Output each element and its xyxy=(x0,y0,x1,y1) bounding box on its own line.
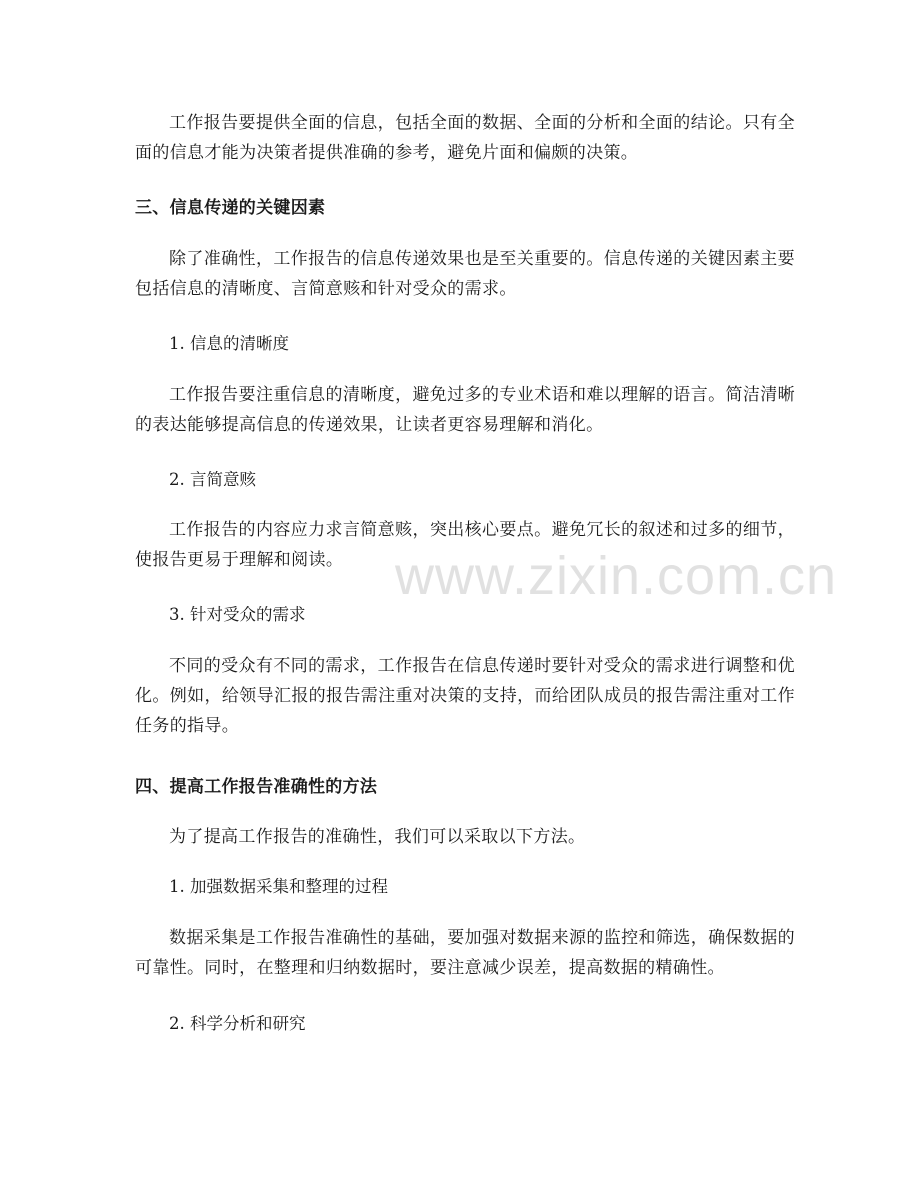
paragraph-data-collection: 数据采集是工作报告准确性的基础，要加强对数据来源的监控和筛选，确保数据的可靠性。同时，在整理和归纳数据时，要注意减少误差，提高数据的精确性。 xyxy=(135,928,795,978)
watermark: www.zixin.com.cn xyxy=(395,546,838,606)
paragraph-comprehensive-info: 工作报告要提供全面的信息，包括全面的数据、全面的分析和全面的结论。只有全面的信息才能为决策者提供准确的参考，避免片面和偏颇的决策。 xyxy=(135,113,795,163)
paragraph-clarity: 工作报告要注重信息的清晰度，避免过多的专业术语和难以理解的语言。简洁清晰的表达能够提高信息的传递效果，让读者更容易理解和消化。 xyxy=(135,385,795,435)
subheading-data-collection: 1. 加强数据采集和整理的过程 xyxy=(169,877,388,896)
subheading-concise: 2. 言简意赅 xyxy=(169,470,256,489)
section-heading-3: 三、信息传递的关键因素 xyxy=(135,198,326,218)
paragraph-audience: 不同的受众有不同的需求，工作报告在信息传递时要针对受众的需求进行调整和优化。例如，给领导汇报的报告需注重对决策的支持，而给团队成员的报告需注重对工作任务的指导。 xyxy=(135,656,795,736)
subheading-audience: 3. 针对受众的需求 xyxy=(169,605,306,624)
paragraph-info-transmission: 除了准确性，工作报告的信息传递效果也是至关重要的。信息传递的关键因素主要包括信息的清晰度、言简意赅和针对受众的需求。 xyxy=(135,249,795,299)
subheading-scientific-analysis: 2. 科学分析和研究 xyxy=(169,1014,306,1033)
paragraph-methods-intro: 为了提高工作报告的准确性，我们可以采取以下方法。 xyxy=(169,827,586,847)
section-heading-4: 四、提高工作报告准确性的方法 xyxy=(135,777,378,797)
subheading-clarity: 1. 信息的清晰度 xyxy=(169,334,289,353)
paragraph-concise: 工作报告的内容应力求言简意赅，突出核心要点。避免冗长的叙述和过多的细节，使报告更易于理解和阅读。 xyxy=(135,520,795,570)
